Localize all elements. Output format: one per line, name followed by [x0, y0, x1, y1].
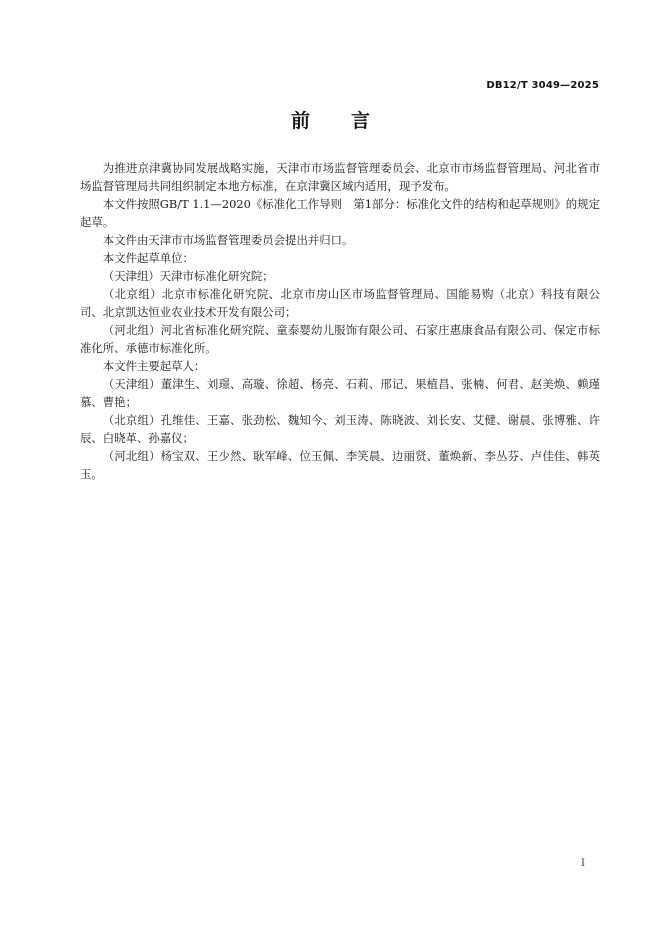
- paragraph-purpose: 为推进京津冀协同发展战略实施，天津市市场监督管理委员会、北京市市场监督管理局、河北省市场监督管理局共同组织制定本地方标准，在京津冀区域内适用，现予发布。: [80, 161, 600, 193]
- paragraph-units-hebei: （河北组）河北省标准化研究院、童泰婴幼儿服饰有限公司、石家庄惠康食品有限公司、保定市标准化所、承德市标准化所。: [80, 323, 600, 355]
- paragraph-drafters-heading: 本文件主要起草人：: [102, 359, 206, 373]
- paragraph-drafters-hebei: （河北组）杨宝双、王少然、耿军峰、位玉佩、李笑晨、边丽贤、董焕新、李丛芬、卢佳佳、韩英玉。: [80, 449, 600, 481]
- paragraph-units-tianjin: （天津组）天津市标准化研究院；: [102, 269, 274, 283]
- foreword-body: [80, 159, 600, 483]
- page-number: I: [581, 858, 585, 869]
- document-code: DB12/T 3049—2025: [486, 80, 599, 91]
- paragraph-units-beijing: （北京组）北京市标准化研究院、北京市房山区市场监督管理局、国能易购（北京）科技有限公司、北京凯达恒业农业技术开发有限公司；: [80, 287, 600, 319]
- paragraph-drafting-units-heading: 本文件起草单位：: [102, 251, 194, 265]
- paragraph-drafters-tianjin: （天津组）董津生、刘璟、高璇、徐超、杨亮、石莉、邢记、果植昌、张楠、何君、赵美焕、赖瑾慕、曹艳；: [80, 377, 600, 409]
- paragraph-drafting-rules: 本文件按照GB/T 1.1—2020《标准化工作导则 第1部分：标准化文件的结构和起草规则》的规定起草。: [80, 197, 600, 229]
- paragraph-drafters-beijing: （北京组）孔维佳、王嘉、张劲松、魏知今、刘玉涛、陈晓波、刘长安、艾健、谢晨、张博雅、许辰、白晓革、孙嘉仪；: [80, 413, 600, 445]
- page-title: 前 言: [290, 110, 371, 132]
- paragraph-proposer: 本文件由天津市市场监督管理委员会提出并归口。: [102, 233, 354, 247]
